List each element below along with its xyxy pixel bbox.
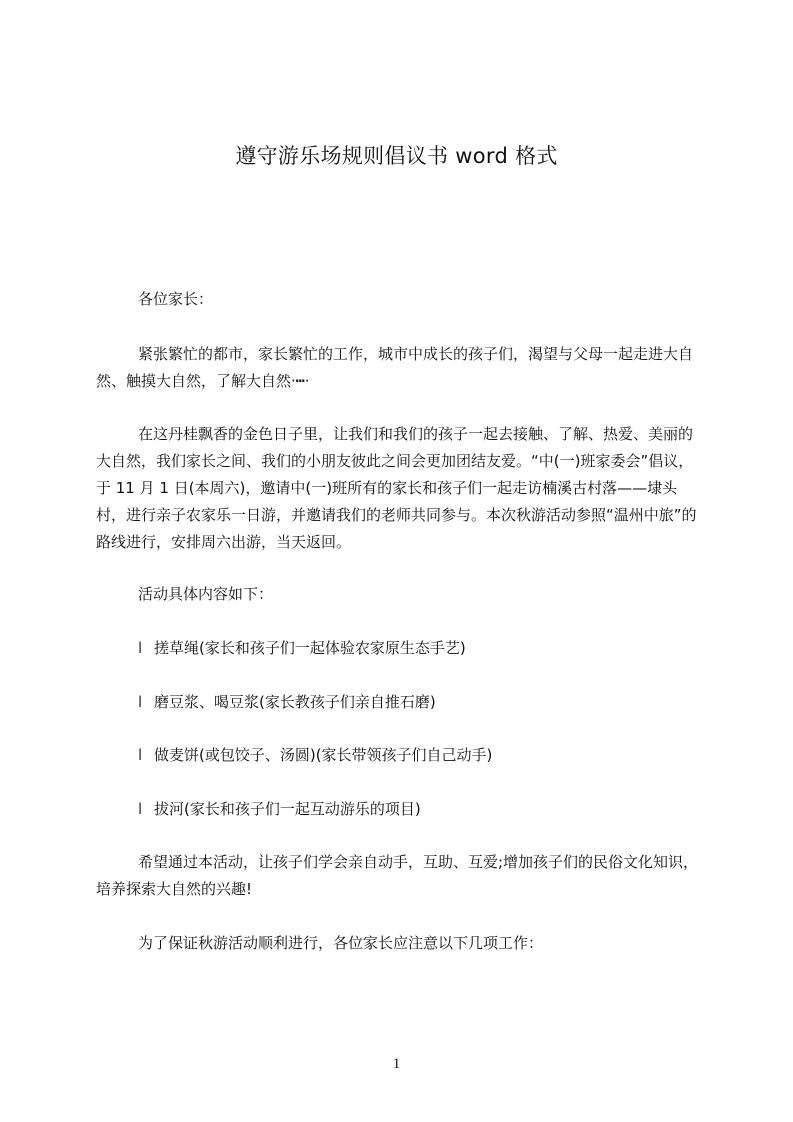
intro-paragraph: 紧张繁忙的都市，家长繁忙的工作，城市中成长的孩子们，渴望与父母一起走进大自然、触摸大自然，了解大自然·┅· xyxy=(96,345,694,390)
activity-list-item xyxy=(138,635,466,662)
activity-list-item xyxy=(138,742,492,769)
list-bullet: l xyxy=(138,639,143,657)
activity-text: 做麦饼(或包饺子、汤圆)(家长带领孩子们自己动手) xyxy=(154,746,493,764)
list-bullet: l xyxy=(138,746,143,764)
activity-list-item xyxy=(138,689,436,716)
greeting-paragraph: 各位家长： xyxy=(138,290,214,308)
activity-list-item xyxy=(138,796,421,823)
document-title: 遵守游乐场规则倡议书 word 格式 xyxy=(235,144,558,168)
list-bullet: l xyxy=(138,800,143,818)
invitation-paragraph: 在这丹桂飘香的金色日子里，让我们和我们的孩子一起去接触、了解、热爱、美丽的大自然，我们家长之间、我们的小朋友彼此之间会更加团结友爱。“中(一)班家委会”倡议，于 11 月 1 日(本周六)，邀请中(一)班所有的家长和孩子们一起走访楠溪古村落——埭头村，进行亲子农家乐一日游，并邀请我们的老师共同参与。本次秋游活动参照“温州中旅”的路线进行，安排周六出游，当天返回。 xyxy=(96,425,697,551)
list-bullet: l xyxy=(138,693,143,711)
activity-text: 拔河(家长和孩子们一起互动游乐的项目) xyxy=(154,800,421,818)
notice-paragraph: 为了保证秋游活动顺利进行，各位家长应注意以下几项工作： xyxy=(138,934,544,952)
page-number: 1 xyxy=(392,1056,401,1072)
activity-text: 磨豆浆、喝豆浆(家长教孩子们亲自推石磨) xyxy=(154,693,436,711)
activities-lead-paragraph: 活动具体内容如下： xyxy=(138,585,274,603)
activity-text: 搓草绳(家长和孩子们一起体验农家原生态手艺) xyxy=(154,639,466,657)
hope-paragraph: 希望通过本活动，让孩子们学会亲自动手，互助、互爱;增加孩子们的民俗文化知识，培养探索大自然的兴趣! xyxy=(96,853,699,898)
